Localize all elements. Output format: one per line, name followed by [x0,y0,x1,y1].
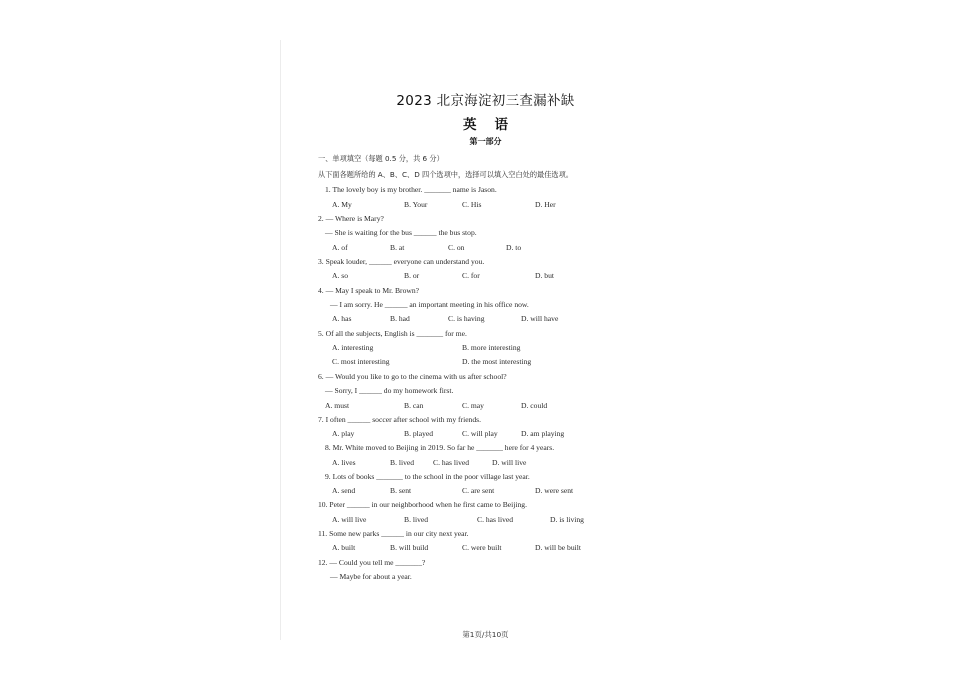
question-stem: 11. Some new parks ______ in our city next year. [318,529,469,538]
option-a: A. lives [332,458,356,467]
option-c: C. may [462,401,484,410]
option-c: C. were built [462,543,502,552]
option-d: D. is living [550,515,584,524]
option-a: A. send [332,486,356,495]
option-b: B. more interesting [462,343,521,352]
option-b: B. at [390,243,405,252]
page-number: 第1页/共10页 [462,630,509,639]
option-a: A. has [332,314,352,323]
question-stem: 8. Mr. White moved to Beijing in 2019. So far he _______ here for 4 years. [325,443,555,452]
option-c: C. on [448,243,465,252]
question-dialog-line: — I am sorry. He ______ an important meeting in his office now. [330,300,529,309]
option-d: D. to [506,243,522,252]
question-dialog-line: — She is waiting for the bus ______ the bus stop. [325,228,477,237]
question-stem: 3. Speak louder, ______ everyone can understand you. [318,257,485,266]
question-stem: 6. — Would you like to go to the cinema with us after school? [318,372,507,381]
option-a: A. interesting [332,343,374,352]
option-b: B. sent [390,486,412,495]
question-stem: 2. — Where is Mary? [318,214,384,223]
option-a: A. must [325,401,350,410]
option-c: C. His [462,200,482,209]
option-a: A. so [332,271,349,280]
question-stem: 4. — May I speak to Mr. Brown? [318,286,420,295]
subject-heading: 英语 [463,117,526,133]
question-stem: 5. Of all the subjects, English is _______ for me. [318,329,467,338]
option-b: B. played [404,429,434,438]
document-title: 2023 北京海淀初三查漏补缺 [396,93,575,109]
option-c: C. are sent [462,486,495,495]
option-b: B. or [404,271,420,280]
option-c: C. is having [448,314,485,323]
option-d: D. Her [535,200,556,209]
option-d: D. will be built [535,543,581,552]
option-a: A. My [332,200,352,209]
option-d: D. am playing [521,429,565,438]
option-d: D. will live [492,458,527,467]
option-a: A. built [332,543,356,552]
question-stem: 7. I often ______ soccer after school with my friends. [318,415,482,424]
option-c: C. most interesting [332,357,390,366]
option-b: B. lived [404,515,429,524]
option-d: D. will have [521,314,559,323]
option-c: C. has lived [433,458,470,467]
section-instruction: 从下面各题所给的 A、B、C、D 四个选项中，选择可以填入空白处的最佳选项。 [318,170,573,179]
option-c: C. will play [462,429,498,438]
option-d: D. the most interesting [462,357,532,366]
option-d: D. could [521,401,548,410]
question-dialog-line: — Sorry, I ______ do my homework first. [325,386,454,395]
option-d: D. were sent [535,486,574,495]
option-b: B. can [404,401,424,410]
option-b: B. Your [404,200,428,209]
question-stem: 10. Peter ______ in our neighborhood when he first came to Beijing. [318,500,527,509]
option-c: C. for [462,271,480,280]
question-dialog-line: — Maybe for about a year. [330,572,412,581]
option-b: B. had [390,314,410,323]
question-stem: 12. — Could you tell me _______? [318,558,426,567]
option-b: B. lived [390,458,415,467]
option-b: B. will build [390,543,429,552]
option-a: A. of [332,243,348,252]
option-a: A. play [332,429,355,438]
option-d: D. but [535,271,554,280]
section-heading: 一、单项填空（每题 0.5 分，共 6 分） [318,154,444,163]
part-heading: 第一部分 [469,137,502,146]
question-stem: 1. The lovely boy is my brother. _______ name is Jason. [325,185,497,194]
question-stem: 9. Lots of books _______ to the school in the poor village last year. [325,472,530,481]
option-a: A. will live [332,515,367,524]
option-c: C. has lived [477,515,514,524]
